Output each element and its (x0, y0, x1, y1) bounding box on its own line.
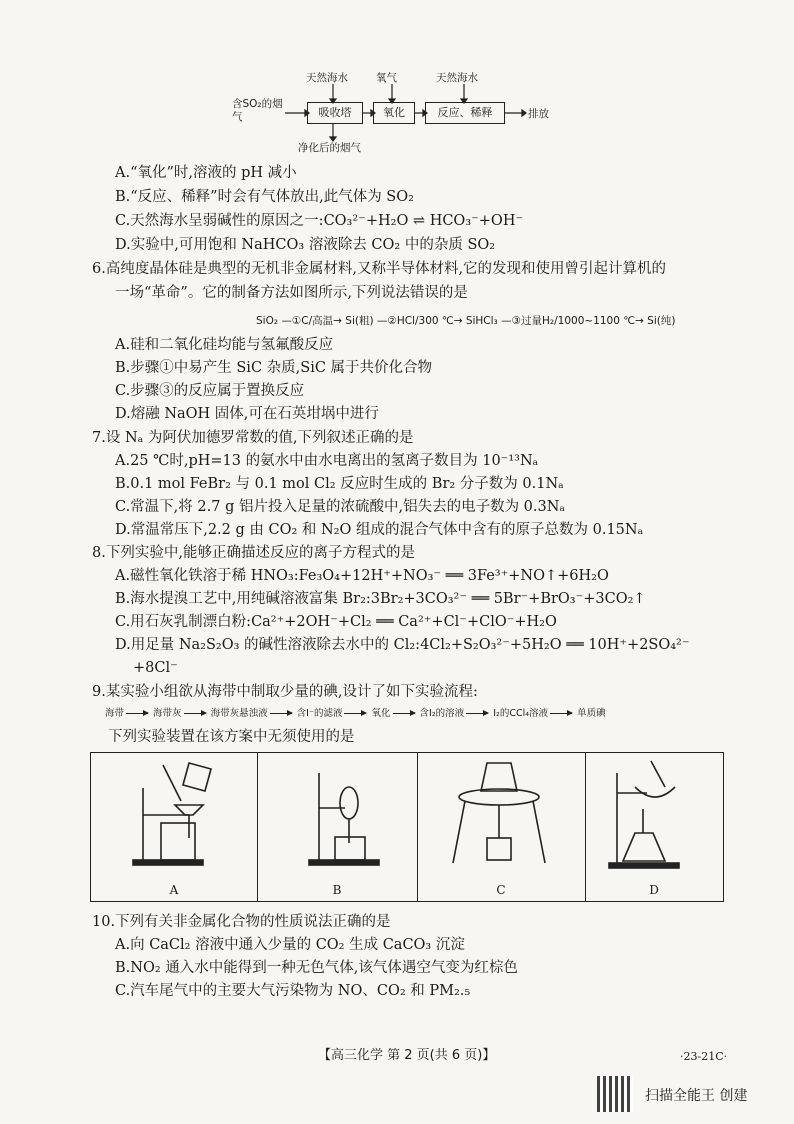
q9-flow-step: 海带 (105, 708, 125, 719)
q10-stem: 10.下列有关非金属化合物的性质说法正确的是 (92, 914, 391, 930)
q9-question: 下列实验装置在该方案中无须使用的是 (108, 729, 355, 745)
apparatus-a-drawing (91, 753, 257, 883)
scanner-watermark: 扫描全能王 创建 (645, 1088, 748, 1104)
flow-input-gas: 含SO₂的烟气 (232, 98, 283, 123)
q5-option-b: B.“反应、稀释”时会有气体放出,此气体为 SO₂ (115, 189, 414, 205)
q8-option-d-1: D.用足量 Na₂S₂O₃ 的碱性溶液除去水中的 Cl₂:4Cl₂+S₂O₃²⁻+5H₂O ══ 10H⁺+2SO₄²⁻ (115, 637, 690, 653)
q6-stem-1: 6.高纯度晶体硅是典型的无机非金属材料,又称半导体材料,它的发现和使用曾引起计算机的 (92, 261, 667, 277)
flow-box-absorber: 吸收塔 (307, 102, 363, 124)
apparatus-c-drawing (417, 753, 585, 883)
q6-option-c: C.步骤③的反应属于置换反应 (115, 383, 305, 399)
q8-option-b: B.海水提溴工艺中,用纯碱溶液富集 Br₂:3Br₂+3CO₃²⁻ ══ 5Br⁻+BrO₃⁻+3CO₂↑ (115, 591, 646, 607)
q9-flow-step: 单质碘 (577, 708, 606, 719)
apparatus-a (91, 753, 258, 901)
q10-option-b: B.NO₂ 通入水中能得到一种无色气体,该气体遇空气变为红棕色 (115, 960, 518, 976)
q8-option-d-2: +8Cl⁻ (133, 660, 178, 676)
q10-option-a: A.向 CaCl₂ 溶液中通入少量的 CO₂ 生成 CaCO₃ 沉淀 (115, 937, 465, 953)
q6-option-b: B.步骤①中易产生 SiC 杂质,SiC 属于共价化合物 (115, 360, 433, 376)
q6-stem-2: 一场“革命”。它的制备方法如图所示,下列说法错误的是 (115, 285, 468, 301)
apparatus-c (417, 753, 586, 901)
apparatus-d-drawing (585, 753, 723, 883)
apparatus-a-label: A (169, 883, 179, 897)
q5-option-d: D.实验中,可用饱和 NaHCO₃ 溶液除去 CO₂ 中的杂质 SO₂ (115, 237, 496, 253)
apparatus-b-label: B (332, 883, 342, 897)
q8-option-c: C.用石灰乳制漂白粉:Ca²⁺+2OH⁻+Cl₂ ══ Ca²⁺+Cl⁻+ClO⁻+H₂O (115, 614, 557, 630)
q9-flow-step: 海带灰 (153, 708, 182, 719)
q7-stem: 7.设 Nₐ 为阿伏加德罗常数的值,下列叙述正确的是 (92, 430, 414, 446)
q6-route: SiO₂ —①C/高温→ Si(粗) —②HCl/300 ℃→ SiHCl₃ —③过量H₂/1000~1100 ℃→ Si(纯) (256, 315, 676, 327)
flow-box-oxidation: 氧化 (373, 102, 415, 124)
q8-option-a: A.磁性氧化铁溶于稀 HNO₃:Fe₃O₄+12H⁺+NO₃⁻ ══ 3Fe³⁺+NO↑+6H₂O (115, 568, 609, 584)
flow-bottom-clean-gas: 净化后的烟气 (298, 142, 361, 154)
q9-flow-step: 氧化 (371, 708, 391, 719)
q10-option-c: C.汽车尾气中的主要大气污染物为 NO、CO₂ 和 PM₂.₅ (115, 983, 471, 999)
flow-box-reaction: 反应、稀释 (425, 102, 505, 124)
flow-top-oxygen: 氧气 (376, 72, 397, 84)
q5-option-c: C.天然海水呈弱碱性的原因之一:CO₃²⁻+H₂O ⇌ HCO₃⁻+OH⁻ (115, 213, 524, 229)
page-footer: 【高三化学 第 2 页(共 6 页)】 (318, 1048, 496, 1063)
q7-option-c: C.常温下,将 2.7 g 铝片投入足量的浓硫酸中,铝失去的电子数为 0.3Nₐ (115, 499, 566, 515)
flow-top-seawater-2: 天然海水 (436, 72, 478, 84)
q8-stem: 8.下列实验中,能够正确描述反应的离子方程式的是 (92, 545, 415, 561)
q6-option-a: A.硅和二氧化硅均能与氢氟酸反应 (115, 337, 334, 353)
q9-flow-step: 含I⁻的滤液 (296, 708, 343, 719)
apparatus-b-drawing (257, 753, 417, 883)
apparatus-d-label: D (649, 883, 659, 897)
flow-top-seawater-1: 天然海水 (306, 72, 348, 84)
q5-option-a: A.“氧化”时,溶液的 pH 减小 (115, 165, 297, 181)
q9-apparatus-table (90, 752, 724, 902)
apparatus-c-label: C (496, 883, 506, 897)
q9-flow-step: I₂的CCl₄溶液 (493, 708, 549, 719)
flow-output: 排放 (528, 108, 549, 120)
qr-code-icon (597, 1076, 633, 1112)
flow-arrows (0, 0, 794, 170)
q9-flow (105, 705, 606, 719)
q9-flow-step: 含I₂的溶液 (419, 708, 465, 719)
q7-option-d: D.常温常压下,2.2 g 由 CO₂ 和 N₂O 组成的混合气体中含有的原子总数为 0.15Nₐ (115, 522, 644, 538)
q6-option-d: D.熔融 NaOH 固体,可在石英坩埚中进行 (115, 406, 379, 422)
exam-code: ·23-21C· (680, 1050, 728, 1063)
q9-stem: 9.某实验小组欲从海带中制取少量的碘,设计了如下实验流程: (92, 684, 478, 700)
apparatus-d (585, 753, 723, 901)
q7-option-b: B.0.1 mol FeBr₂ 与 0.1 mol Cl₂ 反应时生成的 Br₂ 分子数为 0.1Nₐ (115, 476, 564, 492)
q7-option-a: A.25 ℃时,pH=13 的氨水中由水电离出的氢离子数目为 10⁻¹³Nₐ (115, 453, 539, 469)
q9-flow-step: 海带灰悬浊液 (210, 708, 268, 719)
apparatus-b (257, 753, 418, 901)
